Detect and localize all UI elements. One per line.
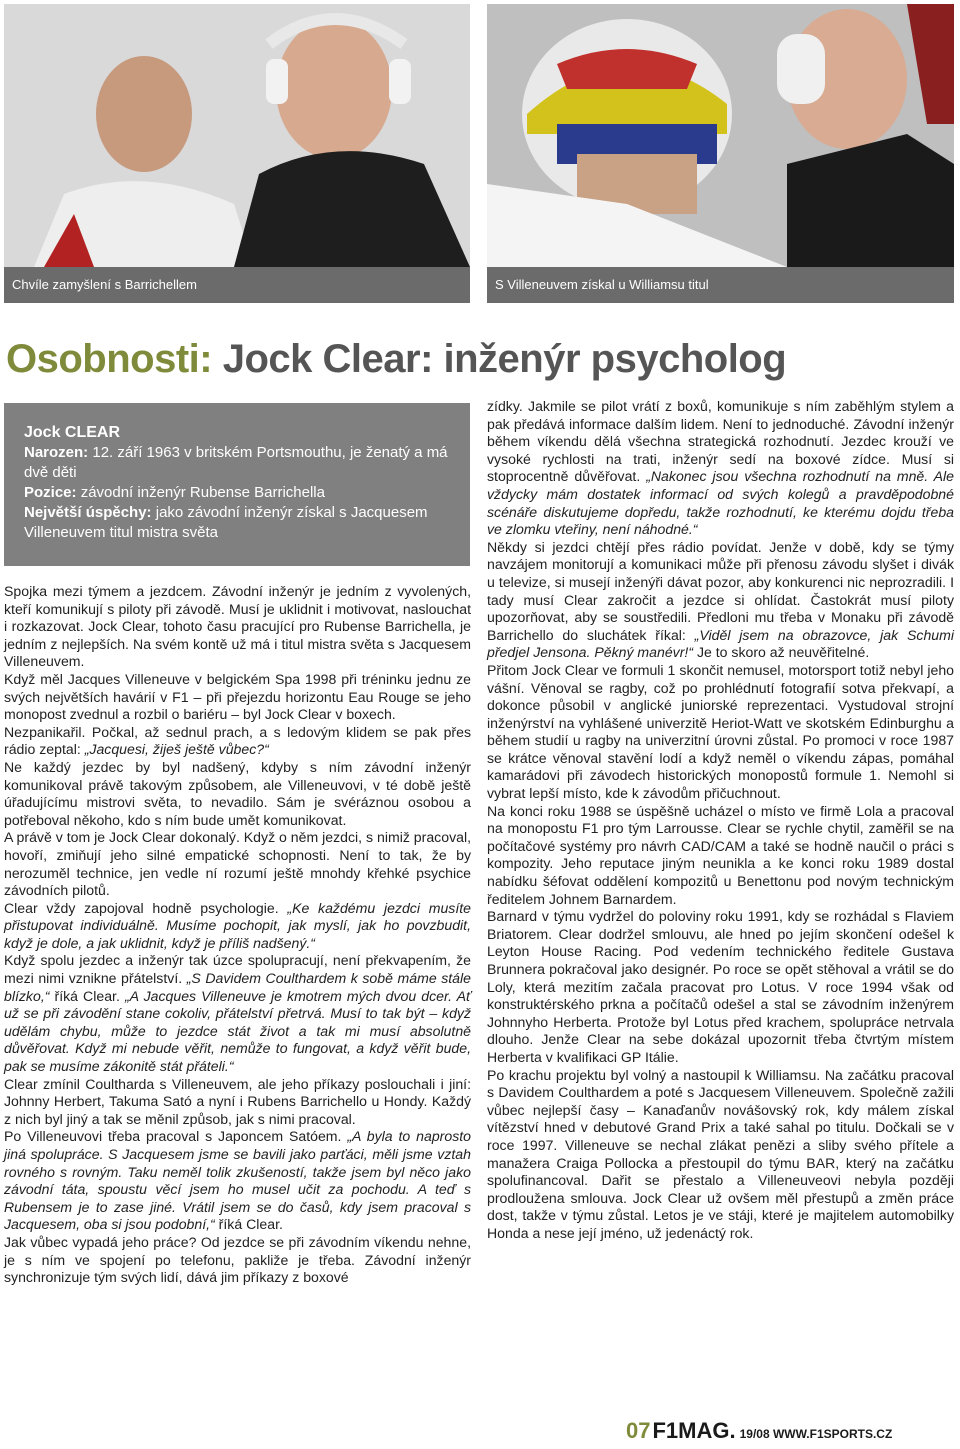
photo-caption-right: S Villeneuvem získal u Williamsu titul — [487, 267, 954, 303]
article-headline — [6, 333, 956, 385]
profile-born-text: 12. září 1963 v britském Portsmouthu, je ženatý a má dvě děti — [24, 444, 448, 481]
paragraph: Po krachu projektu byl volný a nastoupil k Williamsu. Na začátku pracoval s Davidem Coulthardem a poté s Jacquesem Villeneuvem. Společně zažili vůbec nejlepší časy – Kanaďanův novášovský rok, kdy málem získal vítězství hned v debutové Grand Prix a také sahal po titulu. Dočkali se v roce 1997. Villeneuve se nechal zlákat penězi a sliby svého přítele a manažera Craiga Pollocka a přestoupil do týmu BAR, který na začátku spolufinancoval. Dařit se přestalo a Villeneuveovi nebyla později prodloužena smlouva. Jock Clear už ovšem měl přestupů a změn práce dost, takže v týmu zůstal. Letos je ve stáji, které je majitelem automobilky Honda a nese její jméno, už jedenáctý rok. — [487, 1066, 954, 1241]
quote: „Jacquesi, žiješ ještě vůbec?“ — [84, 741, 269, 758]
paragraph: Barnard v týmu vydržel do poloviny roku 1991, kdy se rozhádal s Flaviem Briatorem. Clear dodržel smlouvu, ale hned po jejím skončení odešel k Leyton House Racing. Pod vedením technického ředitele Gustava Brunnera pokračoval jako designér. Po roce se opět stěhoval a vrátil se do Loly, která mezitím začala pracovat pro Lotus. V roce 1994 však od konstruktérského prkna a počítačů odešel a stal se závodním inženýrem Johnnyho Herberta. Protože byl Lotus před krachem, spolupráce netrvala dlouho. Jenže Clear na sebe dokázal upozornit třeba čtvrtým místem Herberta v kvalifikaci GP Itálie. — [487, 908, 954, 1065]
paragraph — [4, 724, 471, 759]
photo-placeholder-right — [487, 4, 954, 267]
profile-position — [24, 483, 452, 503]
photo-caption-left: Chvíle zamyšlení s Barrichellem — [4, 267, 470, 303]
article-column-right — [487, 398, 954, 1243]
paragraph-text: říká Clear. — [214, 1216, 283, 1233]
paragraph-text: Clear vždy zapojoval hodně psychologie. — [4, 899, 288, 916]
paragraph: Clear zmínil Coultharda s Villeneuvem, ale jeho příkazy poslouchali i jiní: Johnny Herbert, Takuma Sató a nyní i Rubens Barrichello u Hondy. Každý z nich byl jiný a tak se měnil způsob, jak s nimi pracoval. — [4, 1075, 471, 1127]
profile-success-text: jako závodní inženýr získal s Jacquesem Villeneuvem titul mistra světa — [24, 504, 428, 541]
profile-born-label: Narozen: — [24, 444, 89, 461]
profile-success — [24, 503, 452, 543]
paragraph-text: Je to skoro až neuvěřitelné. — [693, 644, 870, 661]
paragraph: Na konci roku 1988 se úspěšně ucházel o místo ve firmě Lola a pracoval na monopostu F1 pro tým Larrousse. Clear se rychle chytil, zaměřil se na počítačové systémy pro návrh CAD/CAM a také se hodně naučil o práci s kompozity. Jeho reputace jiným neunikla a ke konci roku 1989 dostal nabídku šéfovat oddělení kompozitů u Benettonu pod novým technickým ředitelem Johnem Barnardem. — [487, 802, 954, 907]
paragraph-text: Po Villeneuvovi třeba pracoval s Japoncem Satóem. — [4, 1128, 348, 1145]
paragraph — [487, 539, 954, 662]
headline-kicker: Osobnosti: — [6, 337, 213, 381]
article-column-left — [4, 583, 471, 1287]
profile-born — [24, 443, 452, 483]
quote: „A byla to naprosto jiná spolupráce. S Jacquesem jsme se bavili jako parťáci, měli jsme vztah rovného s rovným. Taku neměl tolik zkušeností, takže jsem byl něco jako závodní táta, spoustu věcí jsem ho musel učit za pochodu. A teď s Rubensem je to zase jiné. Vrátil jsem se do časů, kdy jsem pracoval s Jacquesem, oba si jsou podobní,“ — [4, 1128, 471, 1233]
paragraph: Když měl Jacques Villeneuve v belgickém Spa 1998 při tréninku jednu ze svých největších havárií v F1 – při přejezdu horizontu Eau Rouge se jeho monopost zvednul a rozbil o bariéru – byl Jock Clear v boxech. — [4, 670, 471, 723]
profile-position-text: závodní inženýr Rubense Barrichella — [80, 484, 325, 501]
paragraph: Přitom Jock Clear ve formuli 1 skončit nemusel, motorsport totiž nebyl jeho vášní. Věnoval se ragby, což po prohlédnutí fotografií sotva překvapí, a dokonce působil v anglické juniorské reprezentaci. Vystudoval strojní inženýrství na vyhlášené univerzitě Heriot-Watt ve skotském Edinburghu a během studií u ragby na univerzitní úrovni zůstal. Po promoci v roce 1987 se krátce věnoval stavění lodí a když neměl o víkendu zápas, pomáhal kamarádovi při závodech historických monopostů formule 1. Nemohl si vybrat lepší místo, kde k závodům přičuchnout. — [487, 661, 954, 802]
photo-villeneuve-clear — [487, 4, 954, 303]
paragraph-text: Nezpanikařil. Počkal, až sednul prach, a s ledovým klidem se pak přes rádio zeptal: — [4, 723, 471, 758]
paragraph — [4, 900, 471, 953]
paragraph: A právě v tom je Jock Clear dokonalý. Když o něm jezdci, s nimiž pracoval, hovoří, zmiňují jeho silné empatické schopnosti. Není to tak, že by nerozuměl technice, jen vedle ní rozumí ještě mnohdy křehké psychice závodních pilotů. — [4, 829, 471, 899]
profile-box — [4, 403, 470, 566]
profile-success-label: Největší úspěchy: — [24, 504, 152, 521]
profile-position-label: Pozice: — [24, 484, 77, 501]
quote: „Viděl jsem na obrazovce, jak Schumi předjel Jensona. Pěkný manévr!“ — [487, 626, 954, 661]
paragraph-text: Když spolu jezdec a inženýr tak úzce spolupracují, není překvapením, že mezi nimi vznikne přátelství. — [4, 952, 471, 987]
quote: „Nakonec jsou všechna rozhodnutí na mně. Ale vždycky mám dostatek informací od svých kolegů a pravděpodobné scénáře diskutujeme dopředu, takže rozhodnutí, ke kterému dojdu třeba ve zlomku vteřiny, není náhodné.“ — [487, 468, 954, 538]
paragraph: Spojka mezi týmem a jezdcem. Závodní inženýr je jedním z vyvolených, kteří komunikují s piloty při závodě. Musí je uklidnit i motivovat, naslouchat i rozkazovat. Jock Clear, tohoto času pracující pro Rubense Barrichella, je jedním z nejlepších. Na svém kontě už má i titul mistra světa s Jacquesem Villeneuvem. — [4, 583, 471, 670]
quote: „S Davidem Coulthardem k sobě máme stále blízko,“ — [4, 970, 471, 1004]
page-number: 07 — [626, 1418, 651, 1443]
quote: „A Jacques Villeneuve je kmotrem mých dvou dcer. Ať už se při závodění stane cokoliv, přátelství přetrvá. Musí to tak být – když udělám chybu, může to jezdce stát život a tak mi musí absolutně důvěřovat. Když mi nebude věřit, nemůže to fungovat, a když věřit bude, pak se musíme zákonitě stát přáteli.“ — [4, 987, 472, 1075]
paragraph: Jak vůbec vypadá jeho práce? Od jezdce se při závodním víkendu nehne, je s ním ve spojení po telefonu, pakliže je třeba. Závodní inženýr synchronizuje tým svých lidí, dává jim příkazy z boxové — [4, 1233, 471, 1286]
paragraph-text: říká Clear. — [49, 987, 125, 1004]
paragraph — [487, 398, 954, 539]
photo-barrichello-clear — [4, 4, 470, 303]
profile-name: Jock CLEAR — [24, 424, 121, 441]
paragraph-text: Někdy si jezdci chtějí přes rádio povídat. Jenže v době, kdy se týmy navzájem monitorují a komunikaci může při přenosu závodu slyšet i divák u televize, si musejí inženýři dávat pozor, aby konkurenci nic neprozradili. I tady musí Clear zakročit a jezdce si ohlídat. Častokrát musí piloty upozorňovat, aby se soustředili. Předloni mu třeba v Monaku při závodě Barrichello do sluchátek říkal: — [487, 538, 954, 643]
headline-title: Jock Clear: inženýr psycholog — [222, 337, 787, 381]
paragraph-text: zídky. Jakmile se pilot vrátí z boxů, komunikuje s ním zaběhlým stylem a pak předává informace dalším lidem. Není to jednoduché. Závodní inženýr během víkendu dělá všechna strategická rozhodnutí. Jezdec krouží ve vysoké rychlosti na trati, inženýr sedí na boxové zídce. Musí si stoprocentně důvěřovat. — [487, 398, 954, 485]
paragraph — [4, 1128, 471, 1234]
paragraph: Ne každý jezdec by byl nadšený, kdyby s ním závodní inženýr komunikoval právě takovým způsobem, ale Villeneuvovi, v té době ještě úřadujícímu mistrovi světa, to nevadilo. Sám je svéráznou osobou a potřeboval někoho, kdo s ním bude umět komunikovat. — [4, 758, 471, 828]
paragraph — [4, 952, 471, 1075]
quote: „Ke každému jezdci musíte přistupovat individuálně. Musíme pochopit, jak myslí, jak ho povzbudit, když je dole, a jak uklidnit, když je příliš nadšený.“ — [4, 899, 471, 951]
magazine-name: F1MAG. — [652, 1418, 736, 1443]
issue-info: 19/08 WWW.F1SPORTS.CZ — [739, 1427, 893, 1441]
photo-placeholder-left — [4, 4, 470, 267]
page-footer — [626, 1418, 956, 1448]
